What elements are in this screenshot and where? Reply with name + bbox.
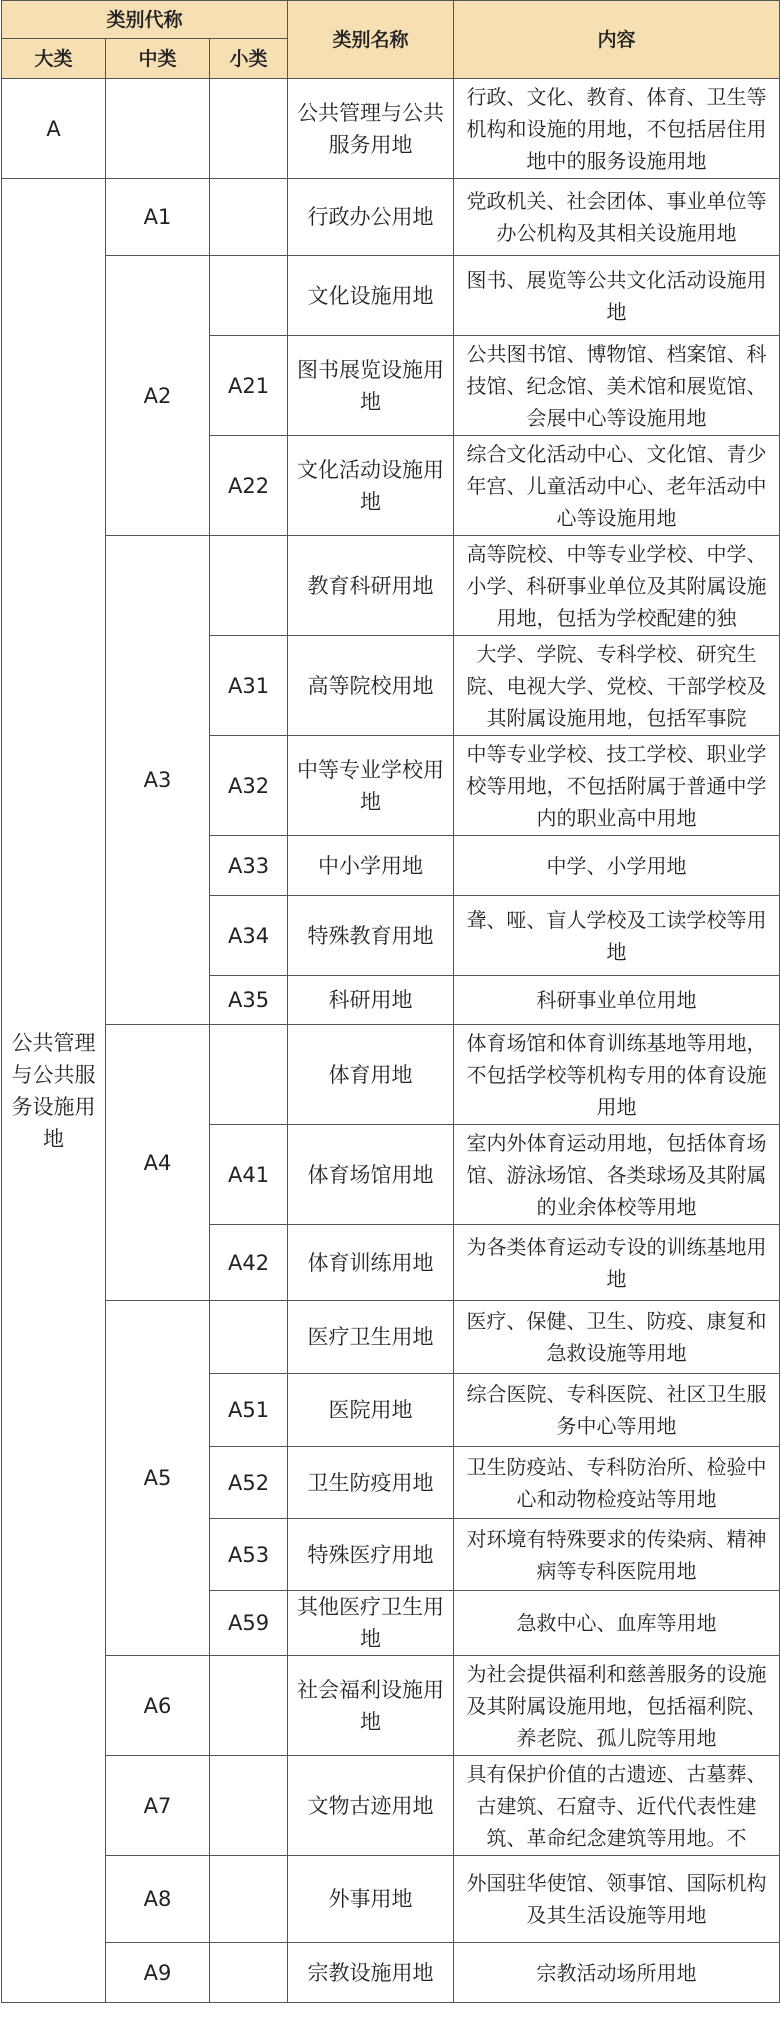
minor-code-cell: A31 bbox=[210, 636, 288, 736]
minor-code-cell: A51 bbox=[210, 1374, 288, 1447]
category-name-cell: 社会福利设施用地 bbox=[288, 1656, 454, 1756]
header-minor: 小类 bbox=[210, 39, 288, 79]
minor-code-cell: A42 bbox=[210, 1225, 288, 1301]
content-cell: 医疗、保健、卫生、防疫、康复和急救设施等用地 bbox=[454, 1301, 780, 1374]
medium-code-cell: A4 bbox=[106, 1025, 210, 1301]
content-cell: 为社会提供福利和慈善服务的设施及其附属设施用地，包括福利院、养老院、孤儿院等用地 bbox=[454, 1656, 780, 1756]
header-medium: 中类 bbox=[106, 39, 210, 79]
header-major: 大类 bbox=[2, 39, 106, 79]
minor-code-cell bbox=[210, 256, 288, 336]
category-name-cell: 文化设施用地 bbox=[288, 256, 454, 336]
major-category-label-cell: 公共管理与公共服务设施用地 bbox=[2, 179, 106, 2003]
minor-code-cell: A53 bbox=[210, 1519, 288, 1591]
category-name-cell: 宗教设施用地 bbox=[288, 1943, 454, 2003]
minor-code-cell bbox=[210, 1656, 288, 1756]
category-name-cell: 特殊教育用地 bbox=[288, 896, 454, 976]
medium-code-cell bbox=[106, 79, 210, 179]
category-name-cell: 外事用地 bbox=[288, 1856, 454, 1943]
content-cell: 综合文化活动中心、文化馆、青少年宫、儿童活动中心、老年活动中心等设施用地 bbox=[454, 436, 780, 536]
category-name-cell: 科研用地 bbox=[288, 976, 454, 1025]
minor-code-cell bbox=[210, 1025, 288, 1125]
minor-code-cell: A34 bbox=[210, 896, 288, 976]
category-name-cell: 特殊医疗用地 bbox=[288, 1519, 454, 1591]
content-cell: 党政机关、社会团体、事业单位等办公机构及其相关设施用地 bbox=[454, 179, 780, 256]
category-name-cell: 体育场馆用地 bbox=[288, 1125, 454, 1225]
category-name-cell: 医院用地 bbox=[288, 1374, 454, 1447]
content-text: 高等院校、中等专业学校、中学、小学、科研事业单位及其附属设施用地，包括为学校配建的独 bbox=[466, 541, 767, 630]
minor-code-cell: A41 bbox=[210, 1125, 288, 1225]
category-name-cell: 医疗卫生用地 bbox=[288, 1301, 454, 1374]
minor-code-cell bbox=[210, 179, 288, 256]
category-name-cell: 文化活动设施用地 bbox=[288, 436, 454, 536]
medium-code-cell: A8 bbox=[106, 1856, 210, 1943]
minor-code-cell bbox=[210, 79, 288, 179]
medium-code-cell: A2 bbox=[106, 256, 210, 536]
category-name-cell: 教育科研用地 bbox=[288, 536, 454, 636]
medium-code-cell: A6 bbox=[106, 1656, 210, 1756]
content-cell: 卫生防疫站、专科防治所、检验中心和动物检疫站等用地 bbox=[454, 1447, 780, 1519]
minor-code-cell: A59 bbox=[210, 1591, 288, 1656]
content-cell: 为各类体育运动专设的训练基地用地 bbox=[454, 1225, 780, 1301]
category-name-cell: 行政办公用地 bbox=[288, 179, 454, 256]
content-cell: 聋、哑、盲人学校及工读学校等用地 bbox=[454, 896, 780, 976]
land-use-classification-table bbox=[1, 0, 780, 2003]
minor-code-cell: A35 bbox=[210, 976, 288, 1025]
category-name-cell: 卫生防疫用地 bbox=[288, 1447, 454, 1519]
category-name-cell: 体育训练用地 bbox=[288, 1225, 454, 1301]
category-name-cell: 中小学用地 bbox=[288, 836, 454, 896]
minor-code-cell: A33 bbox=[210, 836, 288, 896]
category-name-cell: 文物古迹用地 bbox=[288, 1756, 454, 1856]
medium-code-cell: A1 bbox=[106, 179, 210, 256]
minor-code-cell: A21 bbox=[210, 336, 288, 436]
content-cell bbox=[454, 1756, 780, 1856]
category-name-cell: 体育用地 bbox=[288, 1025, 454, 1125]
minor-code-cell bbox=[210, 1301, 288, 1374]
content-cell: 行政、文化、教育、体育、卫生等机构和设施的用地，不包括居住用地中的服务设施用地 bbox=[454, 79, 780, 179]
content-cell: 体育场馆和体育训练基地等用地，不包括学校等机构专用的体育设施用地 bbox=[454, 1025, 780, 1125]
category-name-cell: 图书展览设施用地 bbox=[288, 336, 454, 436]
minor-code-cell bbox=[210, 536, 288, 636]
minor-code-cell bbox=[210, 1856, 288, 1943]
content-cell: 中学、小学用地 bbox=[454, 836, 780, 896]
minor-code-cell: A22 bbox=[210, 436, 288, 536]
header-content: 内容 bbox=[454, 1, 780, 79]
content-cell: 室内外体育运动用地，包括体育场馆、游泳场馆、各类球场及其附属的业余体校等用地 bbox=[454, 1125, 780, 1225]
content-cell: 科研事业单位用地 bbox=[454, 976, 780, 1025]
content-cell: 公共图书馆、博物馆、档案馆、科技馆、纪念馆、美术馆和展览馆、会展中心等设施用地 bbox=[454, 336, 780, 436]
content-cell: 宗教活动场所用地 bbox=[454, 1943, 780, 2003]
category-name-cell: 其他医疗卫生用地 bbox=[288, 1591, 454, 1656]
minor-code-cell: A32 bbox=[210, 736, 288, 836]
content-cell: 综合医院、专科医院、社区卫生服务中心等用地 bbox=[454, 1374, 780, 1447]
medium-code-cell: A3 bbox=[106, 536, 210, 1025]
content-text: 具有保护价值的古遗迹、古墓葬、古建筑、石窟寺、近代代表性建筑、革命纪念建筑等用地。不 bbox=[466, 1761, 767, 1850]
header-category-name: 类别名称 bbox=[288, 1, 454, 79]
content-cell bbox=[454, 636, 780, 736]
content-text: 大学、学院、专科学校、研究生院、电视大学、党校、干部学校及其附属设施用地，包括军事院 bbox=[466, 641, 767, 730]
content-cell: 外国驻华使馆、领事馆、国际机构及其生活设施等用地 bbox=[454, 1856, 780, 1943]
minor-code-cell bbox=[210, 1756, 288, 1856]
category-name-cell: 高等院校用地 bbox=[288, 636, 454, 736]
category-name-cell: 公共管理与公共服务用地 bbox=[288, 79, 454, 179]
medium-code-cell: A5 bbox=[106, 1301, 210, 1656]
content-cell bbox=[454, 536, 780, 636]
medium-code-cell: A9 bbox=[106, 1943, 210, 2003]
content-cell: 中等专业学校、技工学校、职业学校等用地，不包括附属于普通中学内的职业高中用地 bbox=[454, 736, 780, 836]
medium-code-cell: A7 bbox=[106, 1756, 210, 1856]
category-name-cell: 中等专业学校用地 bbox=[288, 736, 454, 836]
minor-code-cell: A52 bbox=[210, 1447, 288, 1519]
major-code-cell: A bbox=[2, 79, 106, 179]
header-category-code: 类别代称 bbox=[2, 1, 288, 39]
content-cell: 对环境有特殊要求的传染病、精神病等专科医院用地 bbox=[454, 1519, 780, 1591]
minor-code-cell bbox=[210, 1943, 288, 2003]
content-cell: 图书、展览等公共文化活动设施用地 bbox=[454, 256, 780, 336]
content-cell: 急救中心、血库等用地 bbox=[454, 1591, 780, 1656]
